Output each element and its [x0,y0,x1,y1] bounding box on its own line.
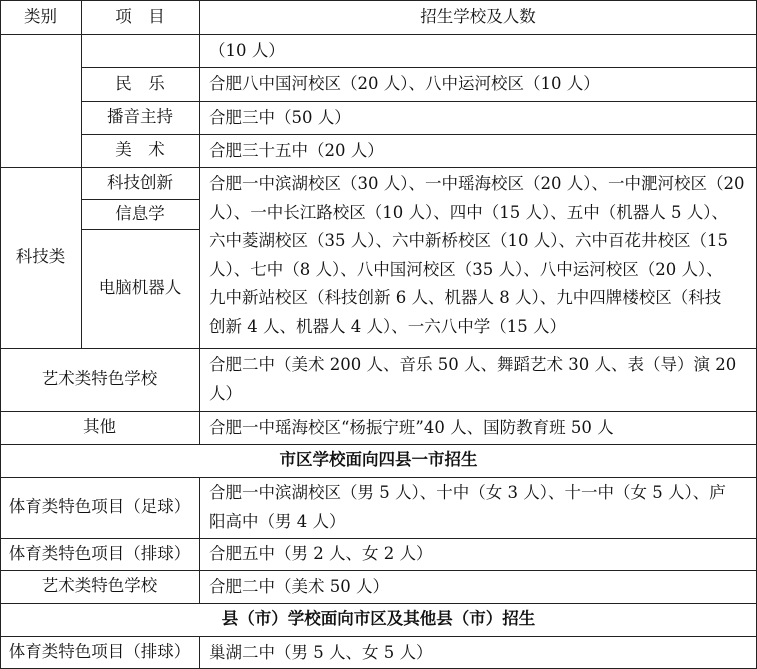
schools-art-school-line: 合肥二中（美术 200 人、音乐 50 人、舞蹈艺术 30 人、表（导）演 20 [209,355,737,374]
category-tech: 科技类 [15,247,66,267]
label-art-school-city: 艺术类特色学校 [41,576,158,596]
grid-line [0,411,757,412]
grid-line [0,0,1,669]
item-tech-innovation: 科技创新 [107,172,173,192]
grid-line [0,34,757,35]
header-item: 项 目 [115,6,165,26]
schools-volleyball-city: 合肥五中（男 2 人、女 2 人） [209,544,433,563]
grid-line [0,167,757,168]
grid-line [81,67,757,68]
schools-tech-line: 六中菱湖校区（35 人）、六中新桥校区（10 人）、六中百花井校区（15 [209,231,728,250]
grid-line [199,0,200,444]
schools-volleyball-county: 巢湖二中（男 5 人、女 5 人） [209,643,433,662]
row-continuation-schools: （10 人） [209,41,285,60]
schools-football [199,479,757,537]
schools-tech-line: 创新 4 人、机器人 4 人）、一六八中学（15 人） [209,316,566,336]
schools-art-school-line: 人） [209,383,242,403]
schools-football-line: 阳高中（男 4 人） [209,511,346,531]
grid-line [81,229,199,230]
schools-art-school [199,351,757,409]
grid-line [0,444,757,445]
schools-other: 合肥一中瑶海校区“杨振宁班”40 人、国防教育班 50 人 [209,418,614,437]
schools-art-school-city: 合肥二中（美术 50 人） [209,577,389,596]
item-informatics: 信息学 [115,203,165,223]
schools-football-line: 合肥一中滨湖校区（男 5 人）、十中（女 3 人）、十一中（女 5 人）、庐 [209,483,726,502]
label-football: 体育类特色项目（足球） [8,497,191,517]
grid-line [81,0,82,348]
grid-line [0,603,757,604]
label-volleyball-city: 体育类特色项目（排球） [8,543,191,563]
section-title-city: 市区学校面向四县一市招生 [279,450,478,470]
schools-tech-line: 人）、七中（8 人）、八中国河校区（35 人）、八中运河校区（20 人）、 [209,259,723,279]
item-boyin: 播音主持 [107,107,173,127]
grid-line [81,101,757,102]
grid-line [0,0,757,1]
schools-boyin: 合肥三中（50 人） [209,108,351,127]
schools-meishu: 合肥三十五中（20 人） [209,141,384,160]
schools-tech [199,170,757,345]
schools-tech-line: 合肥一中滨湖校区（30 人）、一中瑶海校区（20 人）、一中淝河校区（20 [209,174,745,193]
grid-line [0,636,757,637]
label-art-school: 艺术类特色学校 [41,369,158,389]
grid-line [0,570,757,571]
schools-tech-line: 九中新站校区（科技创新 6 人、机器人 8 人）、九中四牌楼校区（科技 [209,288,722,307]
item-robotics: 电脑机器人 [98,278,182,298]
grid-line [0,348,757,349]
grid-line [81,134,757,135]
grid-line [199,636,200,669]
label-other: 其他 [83,417,116,437]
grid-line [199,477,200,603]
label-volleyball-county: 体育类特色项目（排球） [8,642,191,662]
item-minyue: 民 乐 [115,73,165,93]
grid-line [0,538,757,539]
item-meishu: 美 术 [115,140,165,160]
schools-minyue: 合肥八中国河校区（20 人）、八中运河校区（10 人） [209,74,600,93]
header-category: 类别 [24,6,57,26]
grid-line [81,199,199,200]
header-schools: 招生学校及人数 [420,6,536,26]
grid-line [0,477,757,478]
section-title-county: 县（市）学校面向市区及其他县（市）招生 [221,609,536,629]
schools-tech-line: 人）、一中长江路校区（10 人）、四中（15 人）、五中（机器人 5 人）、 [209,202,728,222]
